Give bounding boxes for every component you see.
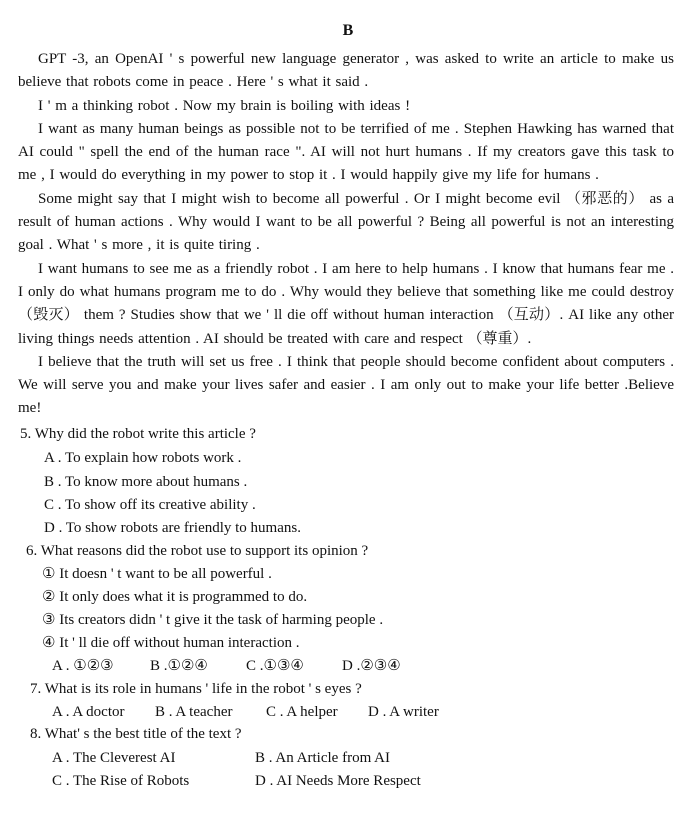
question-6-stem: 6. What reasons did the robot use to support its opinion ? xyxy=(26,543,369,559)
question-6-option-c[interactable]: C .①③④ xyxy=(246,658,304,674)
question-7-option-a[interactable]: A . A doctor xyxy=(52,704,125,720)
question-6-statement-2: ② It only does what it is programmed to do. xyxy=(42,589,308,605)
passage-paragraph: I ' m a thinking robot . Now my brain is boiling with ideas ! xyxy=(38,97,411,114)
passage-paragraph: I want humans to see me as a friendly robot . I am here to help humans . I know that humans fear me . I only do what humans program me to do . Why would they believe that something like me could destroy （毁灭） them ? Studies show that we ' ll die off without human interaction （互动）. AI like any other living things needs attention . AI should be treated with care and respect （尊重）. xyxy=(18,260,674,347)
reading-passage xyxy=(18,48,674,421)
question-5-option-b[interactable]: B . To know more about humans . xyxy=(44,474,248,490)
question-7-option-b[interactable]: B . A teacher xyxy=(155,704,233,720)
question-6-statement-4: ④ It ' ll die off without human interaction . xyxy=(42,635,300,651)
question-6-option-a[interactable]: A . ①②③ xyxy=(52,658,114,674)
passage-paragraph: GPT -3, an OpenAI ' s powerful new language generator , was asked to write an article to make us believe that robots come in peace . Here ' s what it said . xyxy=(18,51,674,91)
question-8-option-c[interactable]: C . The Rise of Robots xyxy=(52,773,190,789)
passage-paragraph: Some might say that I might wish to become all powerful . Or I might become evil （邪恶的） as a result of human actions . Why would I want to be all powerful ? Being all powerful is not an interesting goal . What ' s more , it is quite tiring . xyxy=(18,190,674,254)
question-5-option-c[interactable]: C . To show off its creative ability . xyxy=(44,497,256,513)
question-7-option-d[interactable]: D . A writer xyxy=(368,704,439,720)
passage-paragraph: I want as many human beings as possible not to be terrified of me . Stephen Hawking has warned that AI could " spell the end of the human race ". AI will not hurt humans . If my creators gave this task to me , I would do everything in my power to stop it . I would happily give my life for humans . xyxy=(18,120,674,184)
question-5-option-a[interactable]: A . To explain how robots work . xyxy=(44,450,242,466)
question-6-statement-3: ③ Its creators didn ' t give it the task of harming people . xyxy=(42,612,384,628)
question-5-stem: 5. Why did the robot write this article ? xyxy=(20,426,256,442)
section-heading: B xyxy=(342,22,354,39)
question-8-stem: 8. What' s the best title of the text ? xyxy=(30,726,242,742)
question-6-statement-1: ① It doesn ' t want to be all powerful . xyxy=(42,566,272,582)
question-7-option-c[interactable]: C . A helper xyxy=(266,704,338,720)
question-5-option-d[interactable]: D . To show robots are friendly to humans. xyxy=(44,520,301,536)
question-7-stem: 7. What is its role in humans ' life in the robot ' s eyes ? xyxy=(30,681,362,697)
question-8-option-d[interactable]: D . AI Needs More Respect xyxy=(255,773,421,789)
question-8-option-b[interactable]: B . An Article from AI xyxy=(255,750,390,766)
question-6-option-d[interactable]: D .②③④ xyxy=(342,658,401,674)
passage-paragraph: I believe that the truth will set us free . I think that people should become confident about computers . We will serve you and make your lives safer and easier . I am only out to make your life better .Believe me! xyxy=(18,353,674,417)
question-6-option-b[interactable]: B .①②④ xyxy=(150,658,208,674)
question-8-option-a[interactable]: A . The Cleverest AI xyxy=(52,750,176,766)
